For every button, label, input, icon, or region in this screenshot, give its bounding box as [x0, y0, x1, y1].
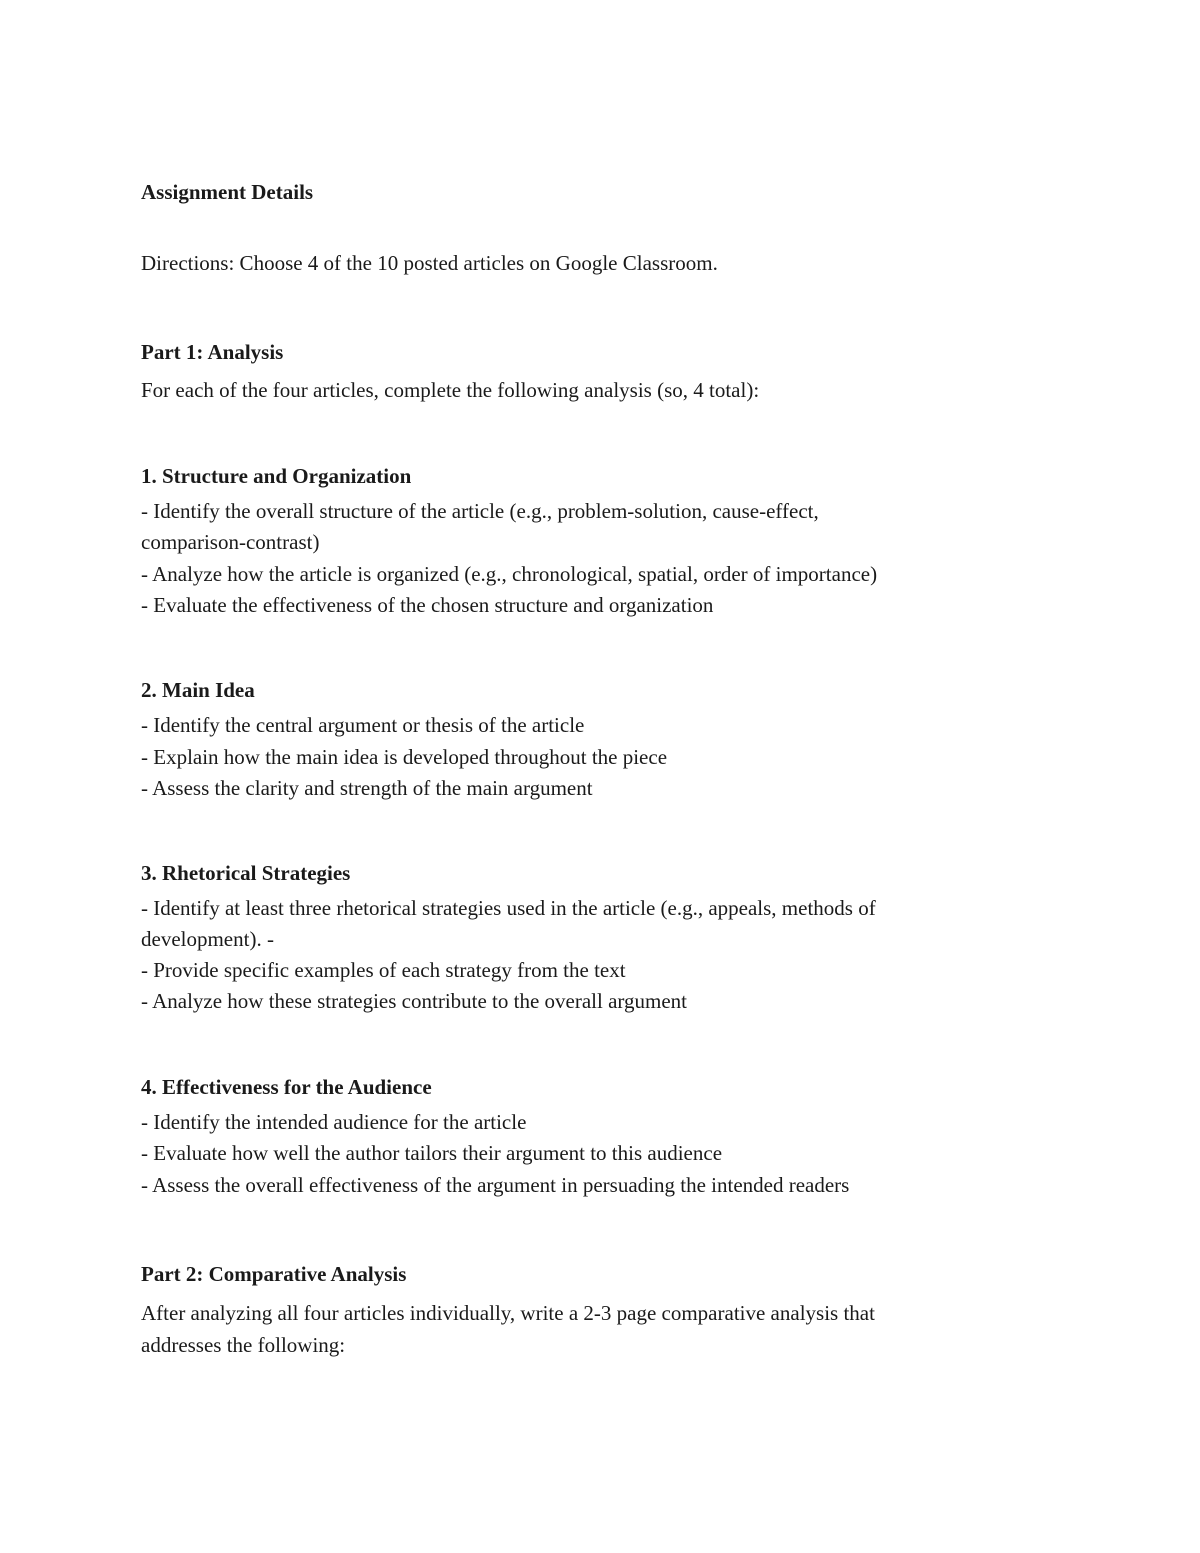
- section-line: - Identify the central argument or thesis of the article: [141, 713, 585, 737]
- part2-heading: Part 2: Comparative Analysis: [141, 1262, 407, 1286]
- section-heading-structure: 1. Structure and Organization: [141, 464, 412, 488]
- directions-text: Directions: Choose 4 of the 10 posted articles on Google Classroom.: [141, 251, 718, 275]
- section-line: comparison-contrast): [141, 530, 320, 554]
- section-line: - Evaluate the effectiveness of the chosen structure and organization: [141, 593, 714, 617]
- section-heading-rhetorical: 3. Rhetorical Strategies: [141, 861, 351, 885]
- section-line: - Analyze how these strategies contribute to the overall argument: [141, 989, 688, 1013]
- part2-line: After analyzing all four articles individually, write a 2-3 page comparative analysis that: [141, 1301, 875, 1325]
- section-heading-audience: 4. Effectiveness for the Audience: [141, 1075, 432, 1099]
- document-title: Assignment Details: [141, 180, 314, 204]
- section-line: - Identify the intended audience for the article: [141, 1110, 527, 1134]
- section-line: - Evaluate how well the author tailors their argument to this audience: [141, 1141, 723, 1165]
- section-line: - Provide specific examples of each strategy from the text: [141, 958, 626, 982]
- section-line: - Assess the clarity and strength of the main argument: [141, 776, 593, 800]
- part2-line: addresses the following:: [141, 1333, 346, 1357]
- section-line: - Explain how the main idea is developed throughout the piece: [141, 745, 668, 769]
- part1-heading: Part 1: Analysis: [141, 340, 284, 364]
- section-line: - Analyze how the article is organized (e.g., chronological, spatial, order of importance): [141, 562, 878, 586]
- section-line: - Identify at least three rhetorical strategies used in the article (e.g., appeals, methods of: [141, 896, 876, 920]
- section-line: - Assess the overall effectiveness of the argument in persuading the intended readers: [141, 1173, 850, 1197]
- section-line: development). -: [141, 927, 274, 951]
- section-line: - Identify the overall structure of the article (e.g., problem-solution, cause-effect,: [141, 499, 819, 523]
- section-heading-main-idea: 2. Main Idea: [141, 678, 255, 702]
- part1-intro: For each of the four articles, complete the following analysis (so, 4 total):: [141, 378, 760, 402]
